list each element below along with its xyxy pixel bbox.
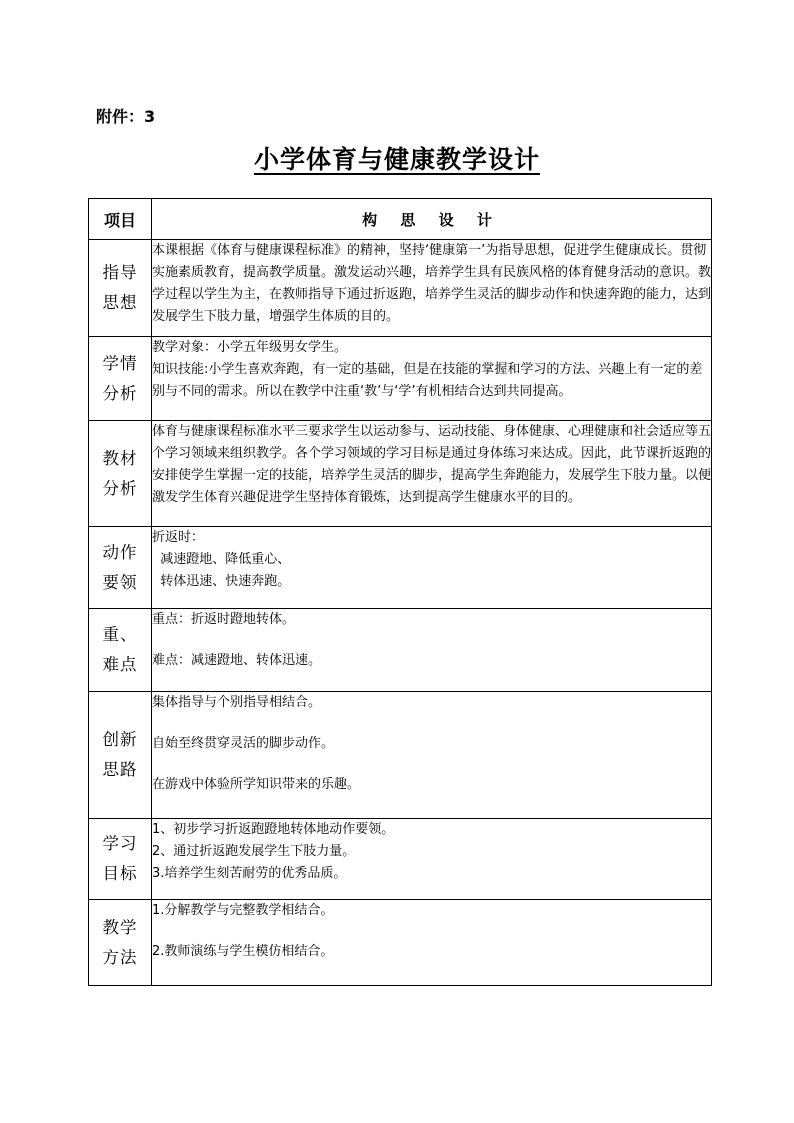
table-header-row bbox=[89, 199, 712, 240]
table-row-methods bbox=[89, 900, 712, 986]
content-cell bbox=[152, 900, 712, 986]
label-cell bbox=[89, 337, 152, 421]
table-row-learner bbox=[89, 337, 712, 421]
table-row-material bbox=[89, 421, 712, 527]
guiding-text: 本课根据《体育与健康课程标准》的精神，坚持‘健康第一’为指导思想，促进学生健康成长。贯彻实施素质教育，提高教学质量。激发运动兴趣，培养学生具有民族风格的体育健身活动的意识。教学过程以学生为主，在教师指导下通过折返跑，培养学生灵活的脚步动作和快速奔跑的能力，达到发展学生下肢力量，增强学生体质的目的。 bbox=[152, 243, 712, 324]
label-cell bbox=[89, 900, 152, 986]
content-cell bbox=[152, 609, 712, 692]
label-cell bbox=[89, 240, 152, 337]
label-cell bbox=[89, 819, 152, 900]
essentials-line-3: 转体迅速、快速奔跑。 bbox=[152, 574, 291, 589]
label-cell bbox=[89, 527, 152, 609]
row-label-innovation: 创新 思路 bbox=[102, 730, 138, 779]
innovation-line-2: 自始至终贯穿灵活的脚步动作。 bbox=[152, 736, 335, 751]
table-row-essentials bbox=[89, 527, 712, 609]
table-row-goals bbox=[89, 819, 712, 900]
page-title: 小学体育与健康教学设计 bbox=[253, 145, 540, 174]
innovation-line-1: 集体指导与个别指导相结合。 bbox=[152, 695, 322, 710]
row-label-goals: 学习 目标 bbox=[102, 834, 138, 883]
content-cell bbox=[152, 421, 712, 527]
content-cell bbox=[152, 692, 712, 819]
header-design-label: 构 思 设 计 bbox=[362, 210, 501, 229]
header-design-cell bbox=[152, 199, 712, 240]
table-row-guiding bbox=[89, 240, 712, 337]
difficulty-line: 难点：减速蹬地、转体迅速。 bbox=[152, 653, 322, 668]
content-cell bbox=[152, 240, 712, 337]
table-row-innovation bbox=[89, 692, 712, 819]
spacer bbox=[152, 631, 711, 650]
header-item-label: 项目 bbox=[103, 210, 136, 230]
table-row-key-points bbox=[89, 609, 712, 692]
row-label-guiding: 指导 思想 bbox=[102, 263, 138, 312]
row-label-material: 教材 分析 bbox=[102, 448, 138, 498]
innovation-line-3: 在游戏中体验所学知识带来的乐趣。 bbox=[152, 777, 361, 792]
essentials-line-2: 减速蹬地、降低重心、 bbox=[152, 552, 291, 567]
content-cell bbox=[152, 337, 712, 421]
header-item-cell bbox=[89, 199, 152, 240]
learner-line-2: 知识技能:小学生喜欢奔跑，有一定的基础，但是在技能的掌握和学习的方法、兴趣上有一定的差别与不同的需求。所以在教学中注重‘教’与‘学’有机相结合达到共同提高。 bbox=[152, 362, 703, 399]
row-label-essentials: 动作 要领 bbox=[102, 542, 138, 592]
essentials-line-1: 折返时： bbox=[152, 530, 205, 545]
method-line-1: 1.分解教学与完整教学相结合。 bbox=[152, 903, 334, 918]
goal-line-2: 2、通过折返跑发展学生下肢力量。 bbox=[152, 844, 356, 859]
spacer bbox=[152, 714, 711, 733]
lesson-design-table bbox=[88, 198, 712, 986]
spacer bbox=[152, 755, 711, 774]
attachment-label: 附件：3 bbox=[96, 107, 156, 126]
material-text: 体育与健康课程标准水平三要求学生以运动参与、运动技能、身体健康、心理健康和社会适应等五个学习领域来组织教学。各个学习领域的学习目标是通过身体练习来达成。因此，此节课折返跑的安排使学生掌握一定的技能，培养学生灵活的脚步，提高学生奔跑能力，发展学生下肢力量。以便激发学生体育兴趣促进学生坚持体育锻炼，达到提高学生健康水平的目的。 bbox=[152, 424, 712, 505]
goal-line-1: 1、初步学习折返跑蹬地转体地动作要领。 bbox=[152, 822, 395, 837]
goal-line-3: 3.培养学生刻苦耐劳的优秀品质。 bbox=[152, 866, 347, 881]
row-label-methods: 教学 方法 bbox=[102, 917, 138, 967]
content-cell bbox=[152, 819, 712, 900]
method-line-2: 2.教师演练与学生模仿相结合。 bbox=[152, 944, 334, 959]
key-point-line: 重点：折返时蹬地转体。 bbox=[152, 612, 296, 627]
label-cell bbox=[89, 692, 152, 819]
row-label-learner: 学情 分析 bbox=[102, 353, 138, 403]
content-cell bbox=[152, 527, 712, 609]
label-cell bbox=[89, 609, 152, 692]
row-label-key-points: 重、 难点 bbox=[102, 625, 138, 674]
label-cell bbox=[89, 421, 152, 527]
page-title-wrapper bbox=[0, 140, 794, 176]
learner-line-1: 教学对象：小学五年级男女学生。 bbox=[152, 340, 348, 355]
spacer bbox=[152, 922, 711, 941]
